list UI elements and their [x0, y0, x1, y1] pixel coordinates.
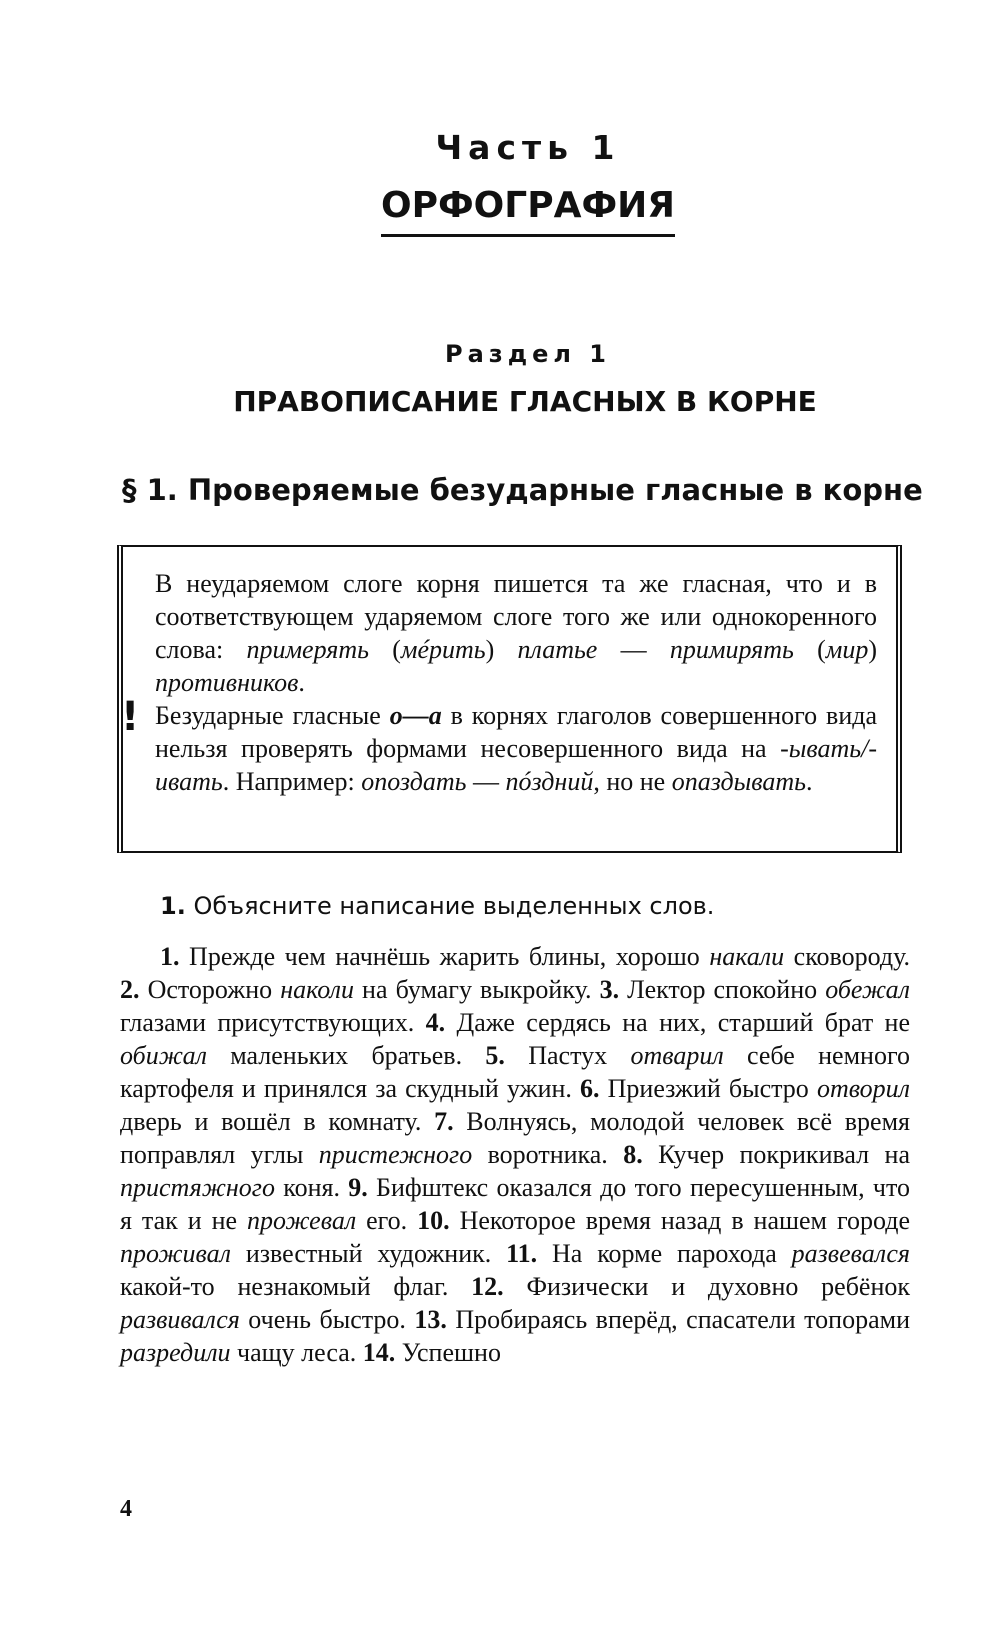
rule-example: примирять: [669, 635, 794, 664]
rule-example: пóздний: [505, 767, 594, 796]
sentence-text: Кучер покрикивал на: [642, 1140, 910, 1169]
rule-example: примерять: [246, 635, 369, 664]
highlighted-word: обежал: [825, 975, 910, 1004]
sentence-text: воротника.: [472, 1140, 624, 1169]
section-label: Раздел 1: [444, 340, 612, 368]
highlighted-word: отварил: [630, 1041, 724, 1070]
highlighted-word: проживал: [120, 1239, 231, 1268]
sentence-text: чащу леса.: [230, 1338, 363, 1367]
sentence-text: Лектор спокойно: [619, 975, 826, 1004]
sentence-text: Пастух: [504, 1041, 631, 1070]
sentence-text: Физически и духовно ребёнок: [503, 1272, 911, 1301]
rule-example: противников: [155, 668, 299, 697]
rule-text-run: (: [793, 635, 826, 664]
sentence-number: 8.: [623, 1140, 643, 1169]
sentence-text: Пробираясь вперёд, спасатели топорами: [446, 1305, 910, 1334]
exercise-paragraph: [120, 940, 910, 1369]
sentence-number: 5.: [485, 1041, 505, 1070]
rule-example: -ывать/-ивать: [155, 734, 877, 796]
sentence-text: Бифштекс оказался до того пересушенным, что я так и не: [120, 1173, 910, 1235]
rule-text-run: Безударные гласные: [155, 701, 390, 730]
rule-example: мир: [825, 635, 869, 664]
sentence-text: дверь и вошёл в комнату.: [120, 1107, 435, 1136]
rule-text-run: .: [805, 767, 813, 796]
rule-example: опоздать: [361, 767, 467, 796]
sentence-number: 4.: [425, 1008, 446, 1037]
exclamation-icon: !: [121, 694, 140, 740]
exercise-task: [160, 892, 714, 920]
rule-text: [121, 567, 877, 798]
exercise-task-text: Объясните написание выделенных слов.: [193, 892, 715, 920]
sentence-number: 3.: [599, 975, 620, 1004]
rule-note: [121, 694, 877, 798]
exercise-number: 1.: [160, 892, 186, 920]
sentence-text: Приезжий быстро: [599, 1074, 817, 1103]
exercise-body: [120, 940, 910, 1369]
sentence-number: 1.: [160, 942, 180, 971]
rule-example: мéрить: [400, 635, 486, 664]
highlighted-word: пристяжного: [120, 1173, 275, 1202]
sentence-number: 7.: [434, 1107, 454, 1136]
rule-example: платье: [517, 635, 598, 664]
page-number: 4: [120, 1496, 132, 1522]
sentence-text: очень быстро.: [239, 1305, 415, 1334]
part-title-wrap: [28, 185, 1000, 237]
rule-text-run: , но не: [593, 767, 672, 796]
rule-text-run: . Например:: [222, 767, 362, 796]
rule-text-run: (: [368, 635, 401, 664]
sentence-text: себе немного картофеля и принялся за скудный ужин.: [120, 1041, 910, 1103]
highlighted-word: пристежного: [318, 1140, 473, 1169]
highlighted-word: разредили: [120, 1338, 231, 1367]
sentence-text: маленьких братьев.: [206, 1041, 486, 1070]
sentence-text: Даже сердясь на них, старший брат не: [445, 1008, 910, 1037]
rule-main: [155, 567, 877, 699]
sentence-text: Некоторое время назад в нашем городе: [449, 1206, 910, 1235]
rule-text-run: в корнях глаголов совершенного вида нельзя проверять формами несовершенного вида на: [155, 701, 877, 763]
sentence-number: 11.: [506, 1239, 538, 1268]
sentence-text: Осторожно: [139, 975, 281, 1004]
sentence-number: 10.: [417, 1206, 450, 1235]
highlighted-word: накали: [709, 942, 785, 971]
sentence-text: сковороду.: [784, 942, 910, 971]
sentence-number: 13.: [414, 1305, 447, 1334]
sentence-text: Волнуясь, молодой человек всё время поправлял углы: [120, 1107, 910, 1169]
highlighted-word: наколи: [280, 975, 354, 1004]
sentence-text: коня.: [274, 1173, 349, 1202]
sentence-text: его.: [356, 1206, 418, 1235]
part-label: Часть 1: [435, 128, 621, 167]
sentence-number: 2.: [120, 975, 140, 1004]
sentence-number: 12.: [471, 1272, 504, 1301]
highlighted-word: развевался: [791, 1239, 910, 1268]
highlighted-word: прожевал: [246, 1206, 357, 1235]
rule-example: о—а: [389, 701, 442, 730]
rule-text-run: .: [298, 668, 305, 697]
sentence-text: глазами присутствующих.: [120, 1008, 426, 1037]
highlighted-word: отворил: [816, 1074, 910, 1103]
sentence-text: Успешно: [395, 1338, 501, 1367]
sentence-number: 14.: [362, 1338, 396, 1367]
sentence-text: на бумагу выкройку.: [353, 975, 600, 1004]
part-title: ОРФОГРАФИЯ: [381, 185, 675, 237]
sentence-text: Прежде чем начнёшь жарить блины, хорошо: [179, 942, 710, 971]
highlighted-word: обижал: [120, 1041, 207, 1070]
rule-text-run: В неударяемом слоге корня пишется та же гласная, что и в соответствующем ударяемом слоге того же или однокоренного слова:: [155, 569, 877, 664]
sentence-number: 9.: [348, 1173, 368, 1202]
rule-box: [117, 545, 902, 853]
rule-text-run: —: [466, 767, 506, 796]
sentence-text: На корме парохода: [537, 1239, 792, 1268]
sentence-text: известный художник.: [230, 1239, 507, 1268]
paragraph-title: § 1. Проверяемые безударные гласные в корне: [122, 473, 923, 507]
sentence-text: какой-то незнакомый флаг.: [120, 1272, 472, 1301]
sentence-number: 6.: [580, 1074, 600, 1103]
rule-example: опаздывать: [671, 767, 806, 796]
rule-text-run: ): [485, 635, 518, 664]
rule-text-run: —: [597, 635, 670, 664]
section-title: ПРАВОПИСАНИЕ ГЛАСНЫХ В КОРНЕ: [233, 385, 817, 418]
highlighted-word: развивался: [120, 1305, 240, 1334]
rule-text-run: ): [868, 635, 877, 664]
